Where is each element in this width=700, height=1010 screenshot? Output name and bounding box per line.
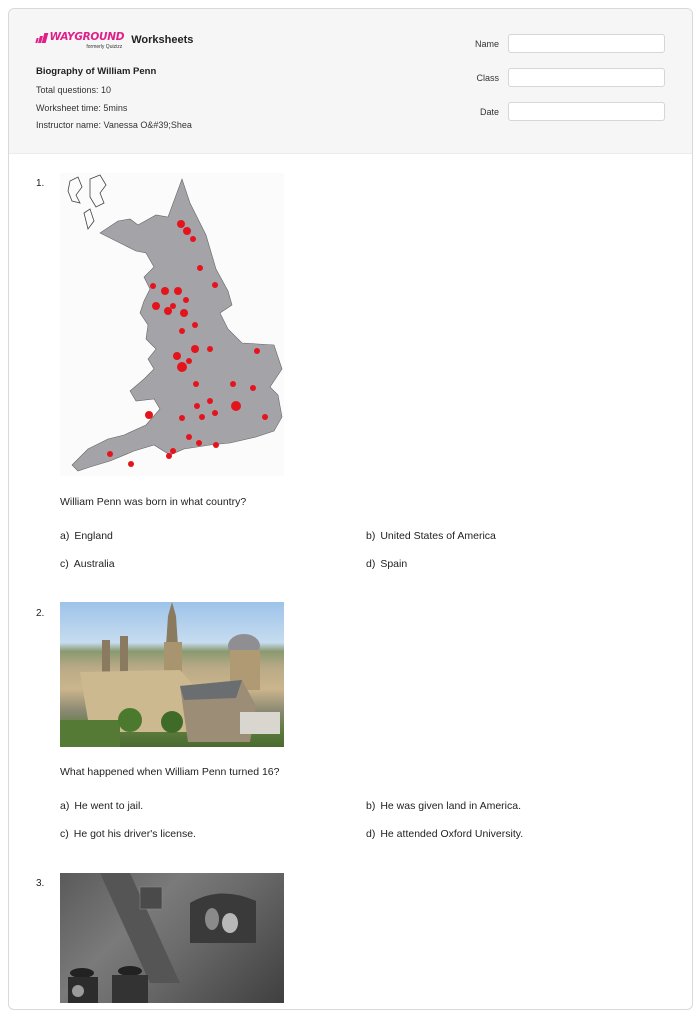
- instructor-name: Instructor name: Vanessa O&#39;Shea: [36, 120, 192, 130]
- logo-subtitle: formerly Quizizz: [86, 44, 123, 50]
- question-text: What happened when William Penn turned 16?: [60, 766, 280, 778]
- question-number: 2.: [36, 608, 45, 619]
- option-text: England: [74, 530, 113, 542]
- worksheet-header: [9, 9, 692, 154]
- option-c[interactable]: [60, 558, 115, 570]
- option-d[interactable]: [366, 558, 407, 570]
- class-input[interactable]: [508, 68, 665, 87]
- option-letter: c): [60, 558, 69, 570]
- option-c[interactable]: [60, 828, 196, 840]
- name-label: Name: [474, 38, 499, 49]
- product-name: Worksheets: [131, 34, 194, 46]
- wayground-logo: [36, 32, 124, 50]
- worksheet-meta: [36, 66, 192, 138]
- option-a[interactable]: [60, 800, 143, 812]
- question-number: 1.: [36, 178, 45, 189]
- option-letter: b): [366, 800, 376, 812]
- name-field-row: [475, 34, 665, 53]
- date-input[interactable]: [508, 102, 665, 121]
- option-letter: a): [60, 800, 70, 812]
- date-field-row: [475, 102, 665, 121]
- question-number: 3.: [36, 878, 45, 889]
- option-text: He got his driver's license.: [73, 828, 196, 840]
- option-text: Spain: [380, 558, 408, 570]
- worksheet-page: [8, 8, 693, 1010]
- option-letter: d): [366, 828, 376, 840]
- option-letter: c): [60, 828, 69, 840]
- worksheet-title: Biography of William Penn: [36, 66, 157, 77]
- class-field-row: [475, 68, 665, 87]
- option-d[interactable]: [366, 828, 523, 840]
- oxford-skyline-icon: [60, 602, 284, 747]
- option-text: He went to jail.: [74, 800, 144, 812]
- option-text: United States of America: [380, 530, 496, 542]
- date-label: Date: [479, 106, 499, 117]
- brand: [36, 32, 193, 50]
- worksheet-time: Worksheet time: 5mins: [36, 102, 128, 113]
- option-letter: d): [366, 558, 376, 570]
- england-map-icon: [60, 173, 284, 476]
- question-text: William Penn was born in what country?: [60, 496, 247, 508]
- logo-mark-icon: [36, 33, 47, 43]
- student-fields: [475, 34, 665, 136]
- option-text: He was given land in America.: [380, 800, 521, 812]
- logo-wordmark: WAYGROUND: [49, 31, 125, 43]
- engraving-scene-icon: [60, 873, 284, 1003]
- class-label: Class: [476, 72, 499, 83]
- option-text: He attended Oxford University.: [380, 828, 524, 840]
- option-a[interactable]: [60, 530, 113, 542]
- option-b[interactable]: [366, 530, 496, 542]
- option-letter: a): [60, 530, 70, 542]
- option-text: Australia: [73, 558, 115, 570]
- name-input[interactable]: [508, 34, 665, 53]
- total-questions: Total questions: 10: [36, 85, 112, 95]
- option-b[interactable]: [366, 800, 521, 812]
- question-image-engraving: [60, 873, 284, 1003]
- question-image-map: [60, 173, 284, 476]
- question-image-oxford: [60, 602, 284, 747]
- option-letter: b): [366, 530, 376, 542]
